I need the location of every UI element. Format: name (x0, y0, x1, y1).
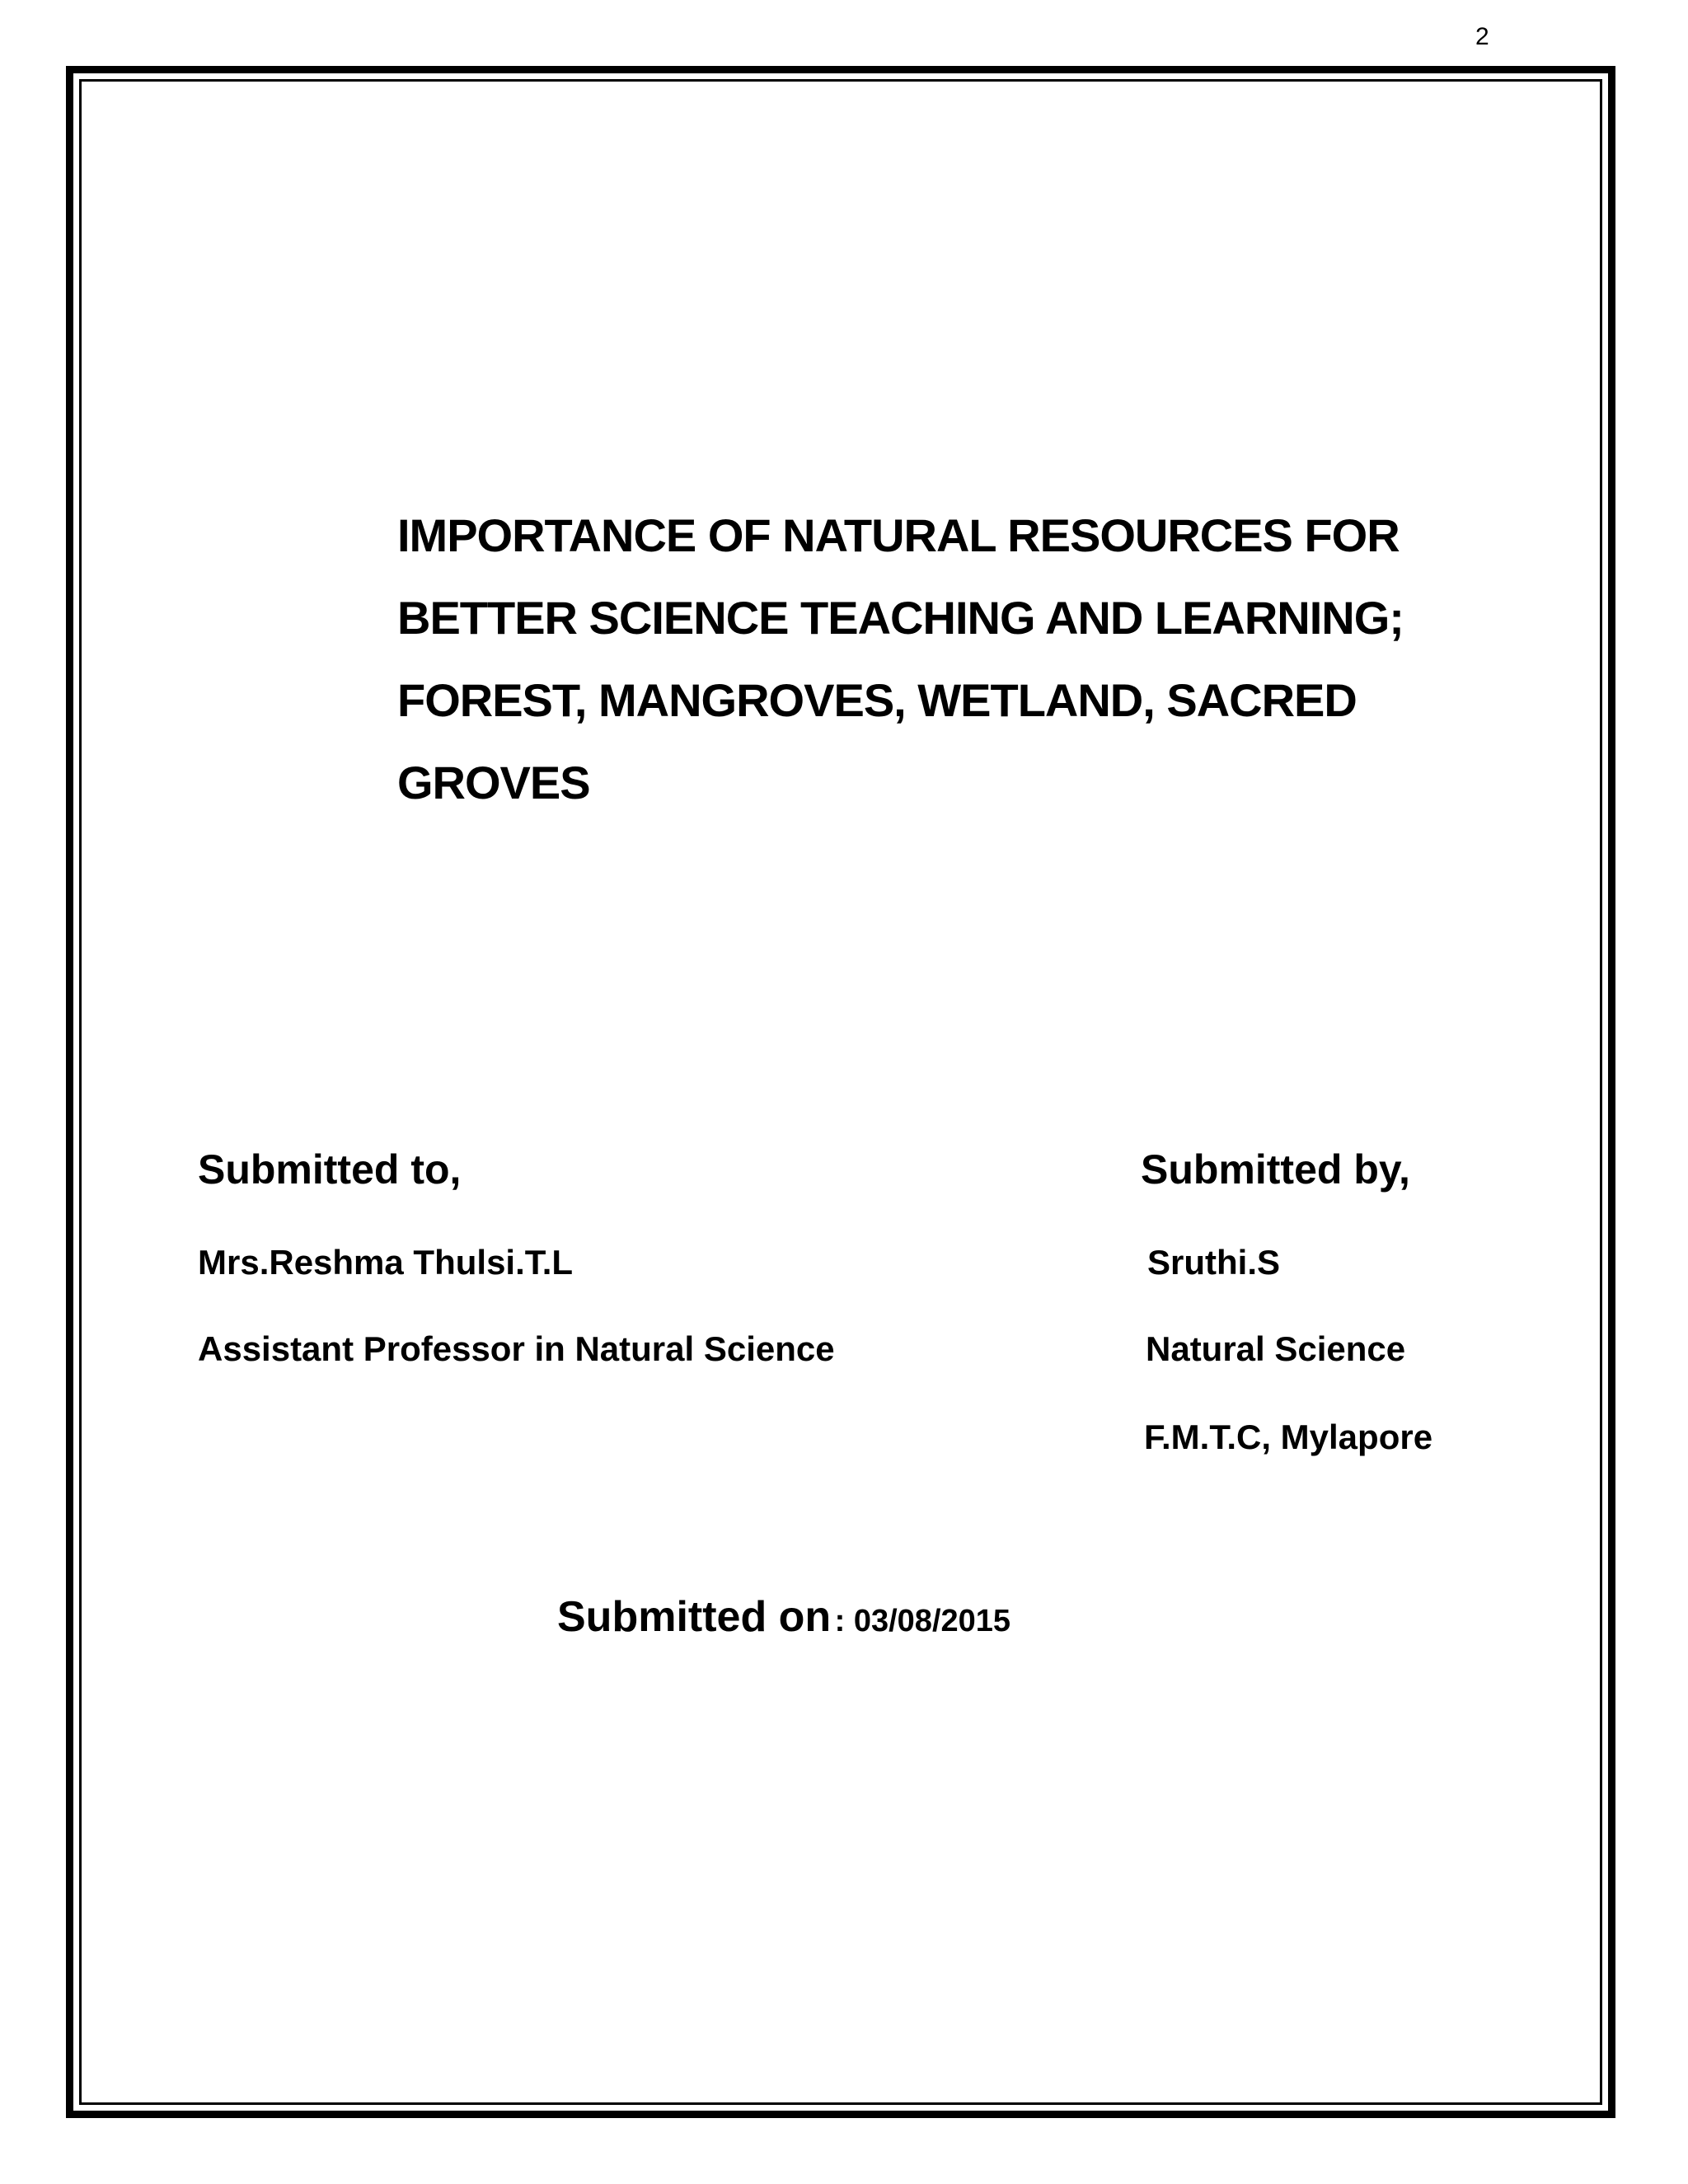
title-line-2: BETTER SCIENCE TEACHING AND LEARNING; (397, 592, 1404, 644)
title-line-4: GROVES (397, 757, 590, 808)
submitted-on-date: : 03/08/2015 (834, 1604, 1011, 1638)
page-number: 2 (1475, 23, 1489, 50)
page-border-inner (79, 79, 1602, 2105)
submitted-to-heading: Submitted to, (198, 1146, 462, 1193)
submitted-on (557, 1592, 1010, 1642)
title-line-1: IMPORTANCE OF NATURAL RESOURCES FOR (397, 509, 1400, 561)
title-line-3: FOREST, MANGROVES, WETLAND, SACRED (397, 674, 1357, 726)
submitted-by-institution: F.M.T.C, Mylapore (1144, 1418, 1433, 1456)
submitted-to-name: Mrs.Reshma Thulsi.T.L (198, 1243, 574, 1282)
submitted-by-name: Sruthi.S (1147, 1243, 1281, 1282)
submitted-to-designation: Assistant Professor in Natural Science (198, 1329, 835, 1368)
document-title (397, 494, 1469, 824)
submitted-on-label: Submitted on (557, 1593, 832, 1641)
submitted-by-heading: Submitted by, (1141, 1146, 1410, 1193)
submitted-by-department: Natural Science (1146, 1329, 1406, 1368)
